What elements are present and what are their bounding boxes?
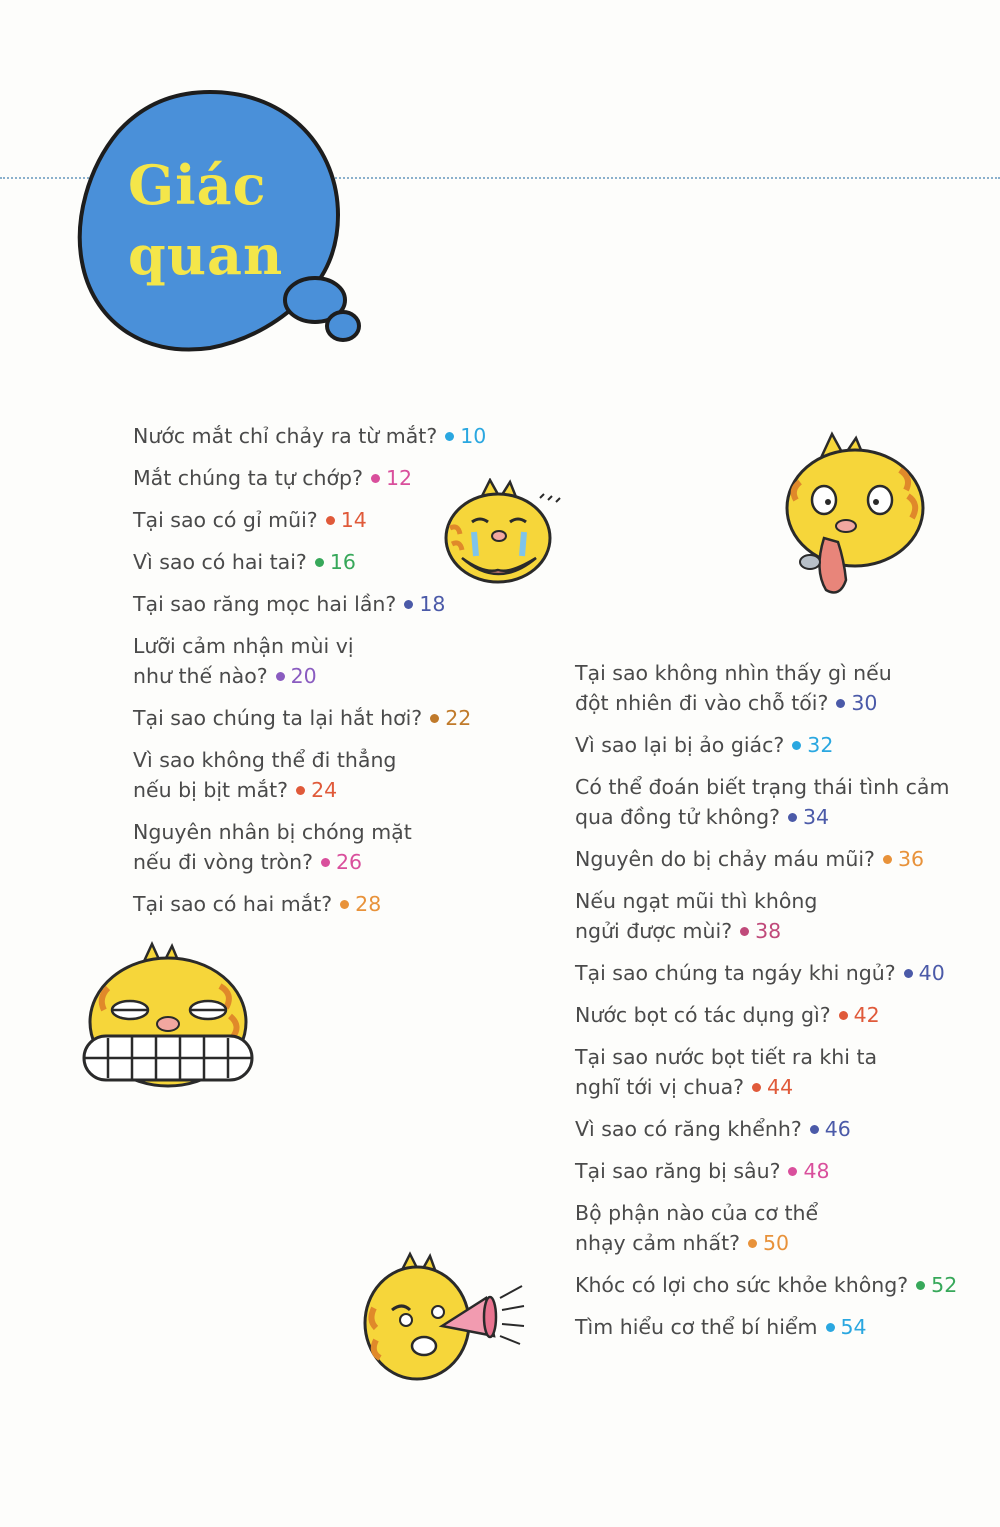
- toc-entry[interactable]: [133, 817, 486, 877]
- toc-entry-title: [575, 1156, 957, 1186]
- toc-entry-title: [575, 1312, 957, 1342]
- toc-page-number: 34: [803, 805, 830, 829]
- toc-entry-text: như thế nào?: [133, 664, 268, 688]
- toc-page-number: 10: [460, 424, 487, 448]
- toc-entry-text: đột nhiên đi vào chỗ tối?: [575, 691, 829, 715]
- toc-entry-text: Nước bọt có tác dụng gì?: [575, 1003, 831, 1027]
- bullet-dot-icon: [788, 813, 797, 822]
- toc-page-number: 42: [853, 1003, 880, 1027]
- toc-page-number: 40: [918, 961, 945, 985]
- toc-entry-title: [133, 889, 486, 919]
- toc-entry-title: Lưỡi cảm nhận mùi vị: [133, 634, 354, 658]
- toc-entry[interactable]: [133, 589, 486, 619]
- bullet-dot-icon: [404, 600, 413, 609]
- toc-entry-title: Vì sao không thể đi thẳng: [133, 748, 397, 772]
- toc-page-number: 46: [824, 1117, 851, 1141]
- toc-entry-text: Tại sao răng bị sâu?: [575, 1159, 781, 1183]
- toc-entry[interactable]: [575, 1198, 957, 1258]
- grinning-cat-mascot: [68, 940, 268, 1095]
- toc-entry[interactable]: [133, 505, 486, 535]
- bullet-dot-icon: [371, 474, 380, 483]
- toc-entry-text: Tại sao chúng ta ngáy khi ngủ?: [575, 961, 896, 985]
- crying-cat-mascot: [440, 478, 570, 588]
- toc-entry-text: qua đồng tử không?: [575, 805, 780, 829]
- toc-entry-text: Tại sao chúng ta lại hắt hơi?: [133, 706, 423, 730]
- toc-entry-title: [133, 589, 486, 619]
- toc-entry-text: Nước mắt chỉ chảy ra từ mắt?: [133, 424, 438, 448]
- toc-page-number: 38: [755, 919, 782, 943]
- toc-page-number: 52: [931, 1273, 958, 1297]
- toc-page-number: 50: [762, 1231, 790, 1255]
- bullet-dot-icon: [810, 1125, 819, 1134]
- toc-entry-title: Tại sao nước bọt tiết ra khi ta: [575, 1045, 878, 1069]
- toc-entry-title: Có thể đoán biết trạng thái tình cảm: [575, 775, 950, 799]
- toc-entry-title: [575, 916, 957, 946]
- bullet-dot-icon: [445, 432, 454, 441]
- section-title-line2: quan: [128, 223, 284, 287]
- toc-entry-title: [575, 1270, 957, 1300]
- toc-page-number: 12: [385, 466, 413, 490]
- toc-page-number: 16: [329, 550, 356, 574]
- toc-entry-title: [575, 1114, 957, 1144]
- toc-page-number: 20: [290, 664, 317, 688]
- toc-entry-text: nếu đi vòng tròn?: [133, 850, 313, 874]
- toc-entry-title: [133, 463, 486, 493]
- toc-entry-text: Vì sao có răng khểnh?: [575, 1117, 802, 1141]
- toc-entry-title: [575, 1000, 957, 1030]
- toc-entry-title: [575, 844, 957, 874]
- bullet-dot-icon: [788, 1167, 797, 1176]
- toc-entry-title: [575, 688, 957, 718]
- toc-entry-title: Nếu ngạt mũi thì không: [575, 889, 818, 913]
- toc-entry-title: [133, 547, 486, 577]
- bullet-dot-icon: [792, 741, 801, 750]
- section-title-line1: Giác: [128, 153, 267, 217]
- toc-entry[interactable]: [133, 421, 486, 451]
- toc-entry[interactable]: [575, 1000, 957, 1030]
- toc-entry-title: [133, 421, 486, 451]
- toc-page-number: 26: [335, 850, 363, 874]
- toc-entry[interactable]: [575, 1156, 957, 1186]
- toc-entry-text: Nguyên do bị chảy máu mũi?: [575, 847, 875, 871]
- toc-entry-text: nghĩ tới vị chua?: [575, 1075, 745, 1099]
- toc-entry-text: nếu bị bịt mắt?: [133, 778, 289, 802]
- toc-entry[interactable]: [575, 1114, 957, 1144]
- toc-page-number: 24: [311, 778, 338, 802]
- toc-entry[interactable]: [575, 1312, 957, 1342]
- toc-entry-title: [133, 661, 486, 691]
- bullet-dot-icon: [826, 1323, 835, 1332]
- toc-entry-title: Nguyên nhân bị chóng mặt: [133, 820, 412, 844]
- toc-page-number: 54: [840, 1315, 867, 1339]
- bullet-dot-icon: [748, 1239, 757, 1248]
- bullet-dot-icon: [321, 858, 330, 867]
- toc-page-number: 44: [767, 1075, 794, 1099]
- toc-entry-text: Vì sao lại bị ảo giác?: [575, 733, 785, 757]
- toc-entry[interactable]: [575, 1042, 957, 1102]
- toc-entry[interactable]: [133, 463, 486, 493]
- toc-page-number: 30: [851, 691, 878, 715]
- toc-page-number: 28: [355, 892, 382, 916]
- bullet-dot-icon: [904, 969, 913, 978]
- toc-entry-text: Tại sao có gỉ mũi?: [133, 508, 318, 532]
- bullet-dot-icon: [839, 1011, 848, 1020]
- toc-entry[interactable]: [575, 772, 957, 832]
- toc-left-column: [133, 421, 486, 931]
- bullet-dot-icon: [315, 558, 324, 567]
- toc-entry-title: [133, 703, 486, 733]
- bullet-dot-icon: [883, 855, 892, 864]
- toc-entry-title: [575, 1228, 957, 1258]
- toc-entry-text: Mắt chúng ta tự chớp?: [133, 466, 363, 490]
- bullet-dot-icon: [740, 927, 749, 936]
- toc-entry-title: [133, 505, 486, 535]
- bullet-dot-icon: [276, 672, 285, 681]
- toc-entry[interactable]: [575, 730, 957, 760]
- toc-entry-title: [133, 775, 486, 805]
- toc-entry-text: Tại sao có hai mắt?: [133, 892, 333, 916]
- toc-entry[interactable]: [575, 844, 957, 874]
- bullet-dot-icon: [836, 699, 845, 708]
- toc-entry[interactable]: [575, 1270, 957, 1300]
- toc-entry-text: Tại sao răng mọc hai lần?: [133, 592, 397, 616]
- bullet-dot-icon: [296, 786, 305, 795]
- bullet-dot-icon: [326, 516, 335, 525]
- toc-page-number: 18: [419, 592, 446, 616]
- toc-entry-text: nhạy cảm nhất?: [575, 1231, 740, 1255]
- toc-entry[interactable]: [575, 958, 957, 988]
- toc-page-number: 36: [897, 847, 925, 871]
- toc-entry-title: [575, 1072, 957, 1102]
- toc-entry-text: Tìm hiểu cơ thể bí hiểm: [575, 1315, 818, 1339]
- section-title: [128, 150, 328, 290]
- toc-entry-title: [575, 730, 957, 760]
- tongue-cat-mascot: [780, 430, 930, 600]
- toc-entry-title: Bộ phận nào của cơ thể: [575, 1201, 819, 1225]
- bullet-dot-icon: [430, 714, 439, 723]
- toc-entry[interactable]: [133, 745, 486, 805]
- toc-page-number: 32: [807, 733, 834, 757]
- toc-entry-text: Vì sao có hai tai?: [133, 550, 307, 574]
- toc-entry[interactable]: [133, 547, 486, 577]
- toc-entry[interactable]: [133, 889, 486, 919]
- toc-entry[interactable]: [575, 886, 957, 946]
- toc-entry-text: Khóc có lợi cho sức khỏe không?: [575, 1273, 909, 1297]
- toc-page-number: 14: [340, 508, 367, 532]
- toc-entry-title: [575, 802, 957, 832]
- toc-entry[interactable]: [575, 658, 957, 718]
- toc-entry[interactable]: [133, 631, 486, 691]
- toc-entry[interactable]: [133, 703, 486, 733]
- toc-entry-text: ngửi được mùi?: [575, 919, 733, 943]
- toc-entry-title: [133, 847, 486, 877]
- toc-page-number: 48: [803, 1159, 830, 1183]
- toc-entry-title: [575, 958, 957, 988]
- bullet-dot-icon: [752, 1083, 761, 1092]
- toc-entry-title: Tại sao không nhìn thấy gì nếu: [575, 661, 892, 685]
- bullet-dot-icon: [340, 900, 349, 909]
- bullet-dot-icon: [916, 1281, 925, 1290]
- megaphone-cat-mascot: [362, 1248, 527, 1383]
- toc-right-column: [575, 658, 957, 1354]
- toc-page-number: 22: [445, 706, 472, 730]
